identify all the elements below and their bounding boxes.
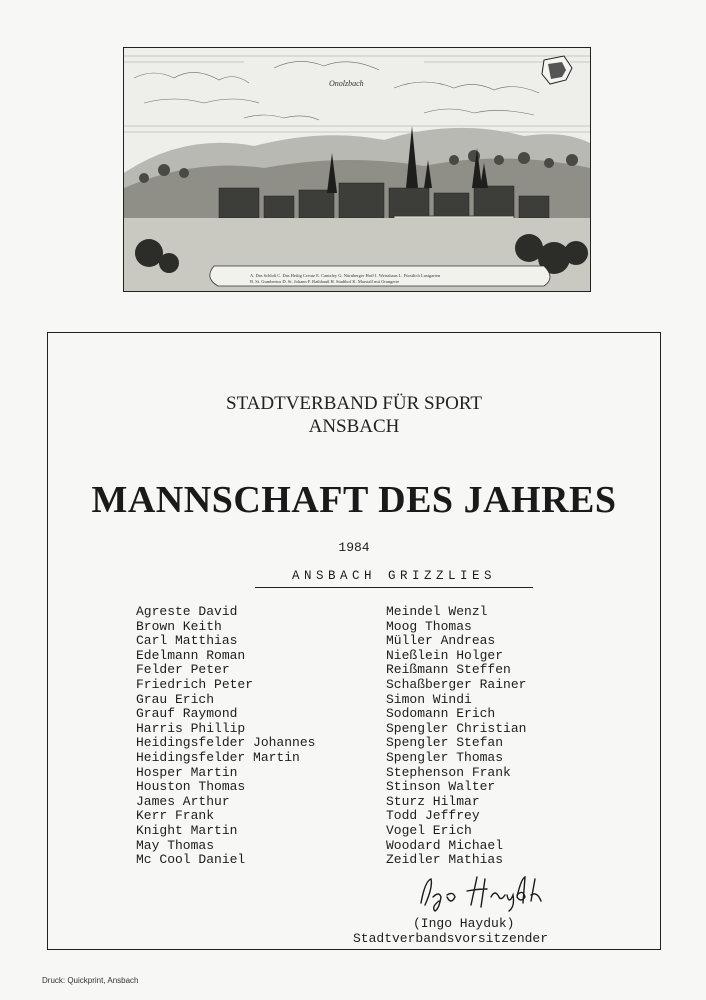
player-name: Spengler Christian (386, 720, 527, 736)
player-name: Spengler Stefan (386, 735, 504, 751)
player-name: May Thomas (136, 837, 215, 853)
player-name: Sodomann Erich (386, 706, 496, 722)
player-name: Nießlein Holger (386, 647, 504, 663)
player-name: Moog Thomas (386, 618, 472, 634)
player-name: Grauf Raymond (136, 706, 238, 722)
handwritten-signature (413, 873, 563, 913)
player-name: Heidingsfelder Martin (136, 749, 300, 765)
player-list-right (386, 605, 526, 868)
player-name: Kerr Frank (136, 808, 215, 824)
player-name: Felder Peter (136, 662, 230, 678)
player-name: Spengler Thomas (386, 749, 504, 765)
player-name: Reißmann Steffen (386, 662, 511, 678)
city-engraving (123, 47, 591, 292)
legend-line: B. St. Gumbertus D. St. Johann F. Rathhauß H. Stadthof K. Marstall mit Orangerie (250, 278, 400, 284)
award-year: 1984 (338, 540, 370, 555)
player-name: Grau Erich (136, 691, 215, 707)
organization-name: STADTVERBAND FÜR SPORT (226, 393, 482, 414)
player-name: James Arthur (136, 793, 230, 809)
page-title: MANNSCHAFT DES JAHRES (91, 479, 617, 521)
player-name: Brown Keith (136, 618, 222, 634)
player-name: Schaßberger Rainer (386, 676, 527, 692)
player-name: Zeidler Mathias (386, 852, 504, 868)
player-name: Knight Martin (136, 822, 238, 838)
player-name: Stephenson Frank (386, 764, 511, 780)
player-name: Agreste David (136, 604, 238, 619)
certificate-frame (47, 332, 661, 950)
organization-city: ANSBACH (308, 416, 400, 437)
player-name: Edelmann Roman (136, 647, 246, 663)
signer-name: (Ingo Hayduk) (413, 916, 515, 931)
player-name: Meindel Wenzl (386, 604, 488, 619)
player-name: Todd Jeffrey (386, 808, 480, 824)
player-list-left (136, 605, 315, 868)
player-name: Woodard Michael (386, 837, 504, 853)
legend-line: A. Das Schloß C. Das Heilig Creutz E. Cantzley G. Nürnberger Hoff I. Weisshaus L. Fürstlich Lustgarten (250, 272, 441, 278)
engraving-legend (222, 270, 532, 287)
player-name: Hosper Martin (136, 764, 238, 780)
player-name: Harris Phillip (136, 720, 246, 736)
team-name: ANSBACH GRIZZLIES (255, 569, 533, 588)
player-name: Stinson Walter (386, 779, 496, 795)
player-name: Simon Windi (386, 691, 472, 707)
player-name: Vogel Erich (386, 822, 472, 838)
player-name: Houston Thomas (136, 779, 246, 795)
player-name: Friedrich Peter (136, 676, 254, 692)
player-name: Mc Cool Daniel (136, 852, 246, 868)
player-name: Heidingsfelder Johannes (136, 735, 316, 751)
printer-credit: Druck: Quickprint, Ansbach (42, 976, 139, 985)
player-name: Müller Andreas (386, 633, 496, 649)
coat-of-arms-icon (542, 56, 572, 84)
player-name: Carl Matthias (136, 633, 238, 649)
player-name: Sturz Hilmar (386, 793, 480, 809)
signer-role: Stadtverbandsvorsitzender (353, 931, 549, 946)
city-label: Onolzbach (329, 79, 364, 88)
